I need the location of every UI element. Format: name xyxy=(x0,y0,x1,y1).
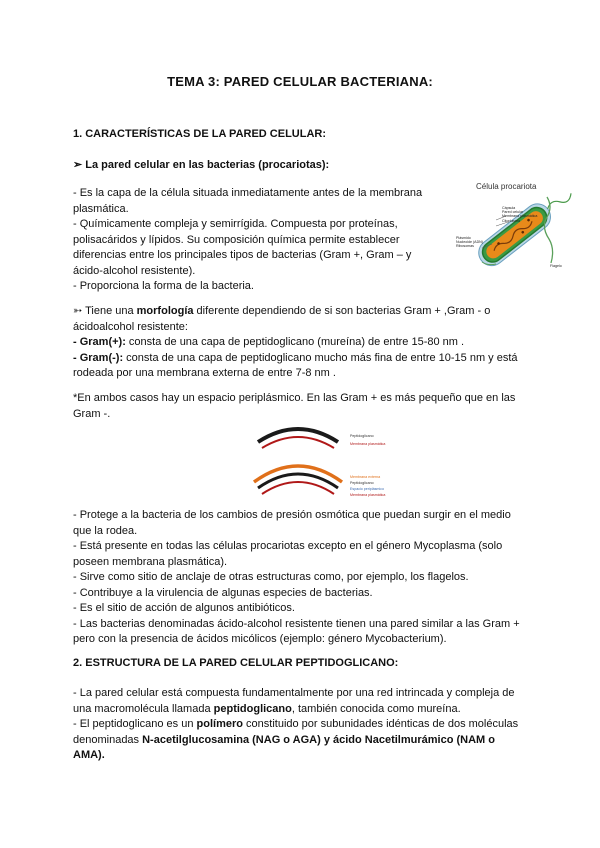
function-line: - Sirve como sitio de anclaje de otras estructuras como, por ejemplo, los flagelos. xyxy=(73,571,469,583)
figure-label: Plásmido xyxy=(456,236,471,240)
intro-line: ácido-alcohol resistente). xyxy=(73,264,196,277)
text-fragment: una macromolécula llamada xyxy=(73,702,214,715)
intro-line: - Es la capa de la célula situada inmediatamente antes de la membrana xyxy=(73,187,423,199)
gram-negative-line-2: rodeada por una membrana externa de entre 7-8 nm . xyxy=(73,367,336,379)
structure-line xyxy=(73,733,529,749)
figure-label: Nucleoide (ADN) xyxy=(456,240,483,245)
function-line: que la rodea. xyxy=(73,524,138,537)
figure-label: Ribosomas xyxy=(456,244,474,249)
bacterium-illustration xyxy=(452,192,572,270)
wall-label: Membrana plasmática xyxy=(350,442,386,446)
figure-label: Cápsula xyxy=(502,206,516,210)
figure-label: Membrana plasmática xyxy=(502,214,538,219)
intro-line: - Químicamente compleja y semirrígida. Compuesta por proteínas, xyxy=(73,218,398,230)
gram-negative-label: - Gram(-): xyxy=(73,351,124,364)
gram-negative-text: consta de una capa de peptidoglicano mucho más fina de entre 10-15 nm y está xyxy=(123,351,518,364)
figure-caption: Célula procariota xyxy=(476,182,537,191)
figure-labels-upper xyxy=(502,206,542,223)
function-line: - Está presente en todas las células procariotas excepto en el género Mycoplasma (solo xyxy=(73,540,503,552)
wall-label: Membrana plasmática xyxy=(350,493,386,497)
morphology-paragraph xyxy=(73,304,529,382)
intro-line: - Proporciona la forma de la bacteria. xyxy=(73,280,254,292)
nag-nam-term: N-acetilglucosamina (NAG o AGA) y ácido Nacetilmurámico (NAM o xyxy=(142,733,495,746)
functions-list xyxy=(73,508,529,648)
structure-line: - La pared celular está compuesta fundamentalmente por una red intrincada y compleja de xyxy=(73,687,515,699)
section-2-heading: 2. ESTRUCTURA DE LA PARED CELULAR PEPTIDOGLICANO: xyxy=(73,657,399,669)
wall-label: Membrana externa xyxy=(350,475,381,479)
section-1-heading: 1. CARACTERÍSTICAS DE LA PARED CELULAR: xyxy=(73,128,327,140)
wall-label: Peptidoglicano xyxy=(350,434,374,438)
gram-positive-text: consta de una capa de peptidoglicano (mureína) de entre 15-80 nm . xyxy=(125,336,465,348)
function-line: pero con la presencia de ácidos micólicos (ejemplo: género Mycobacterium). xyxy=(73,633,447,645)
intro-line: plasmática. xyxy=(73,202,129,215)
structure-line xyxy=(73,702,529,718)
function-line: - Las bacterias denominadas ácido-alcohol resistente tienen una pared similar a las Gram + xyxy=(73,617,520,630)
morphology-line xyxy=(73,304,529,320)
morphology-suffix: diferente dependiendo de si son bacterias Gram + ,Gram - o xyxy=(193,305,491,317)
text-fragment: , también conocida como mureína. xyxy=(291,702,461,715)
text-fragment: denominadas xyxy=(73,733,143,746)
morphology-bold: morfología xyxy=(136,305,194,317)
peptidoglycan-paragraph xyxy=(73,686,529,764)
figure-label: Citoplasma xyxy=(502,218,520,223)
morphology-prefix: ➳ Tiene una xyxy=(73,305,137,317)
intro-paragraph xyxy=(73,186,455,295)
peptidoglycan-term: peptidoglicano xyxy=(213,702,292,715)
intro-line: diferencias entre los principales tipos de bacterias (Gram +, Gram – y xyxy=(73,249,412,261)
prokaryotic-cell-figure xyxy=(452,180,572,270)
figure-label: Flagelo xyxy=(550,264,562,268)
structure-line xyxy=(73,717,529,733)
periplasm-line: Gram -. xyxy=(73,407,111,420)
text-fragment: constituido por subunidades idénticas de dos moléculas xyxy=(242,718,519,730)
function-line: poseen membrana plasmática). xyxy=(73,555,228,568)
gram-positive-label: - Gram(+): xyxy=(73,336,126,348)
wall-label: Peptidoglicano xyxy=(350,481,374,485)
structure-line: AMA). xyxy=(73,749,105,761)
cell-wall-layers-figure xyxy=(246,414,386,504)
text-fragment: - El peptidoglicano es un xyxy=(73,718,197,730)
page-title: TEMA 3: PARED CELULAR BACTERIANA: xyxy=(167,74,433,89)
gram-negative-line xyxy=(73,351,529,367)
morphology-line: ácidoalcohol resistente: xyxy=(73,320,188,333)
polymer-term: polímero xyxy=(196,718,243,730)
figure-label: Pared celular xyxy=(502,210,524,215)
function-line: - Protege a la bacteria de los cambios de presión osmótica que puedan surgir en el medio xyxy=(73,509,511,521)
figure-labels-lower xyxy=(456,236,492,249)
bottom-wall-labels xyxy=(350,474,385,498)
gram-positive-line xyxy=(73,335,529,351)
top-wall-labels xyxy=(350,432,385,448)
function-line: - Es el sitio de acción de algunos antibióticos. xyxy=(73,602,295,614)
function-line: - Contribuye a la virulencia de algunas especies de bacterias. xyxy=(73,586,373,599)
section-1-subheading: ➢ La pared celular en las bacterias (procariotas): xyxy=(73,159,330,171)
periplasm-line: *En ambos casos hay un espacio periplásmico. En las Gram + es más pequeño que en las xyxy=(73,392,516,404)
wall-label: Espacio periplásmico xyxy=(350,487,384,491)
intro-line: polisacáridos y lípidos. Su composición química permite establecer xyxy=(73,233,400,246)
